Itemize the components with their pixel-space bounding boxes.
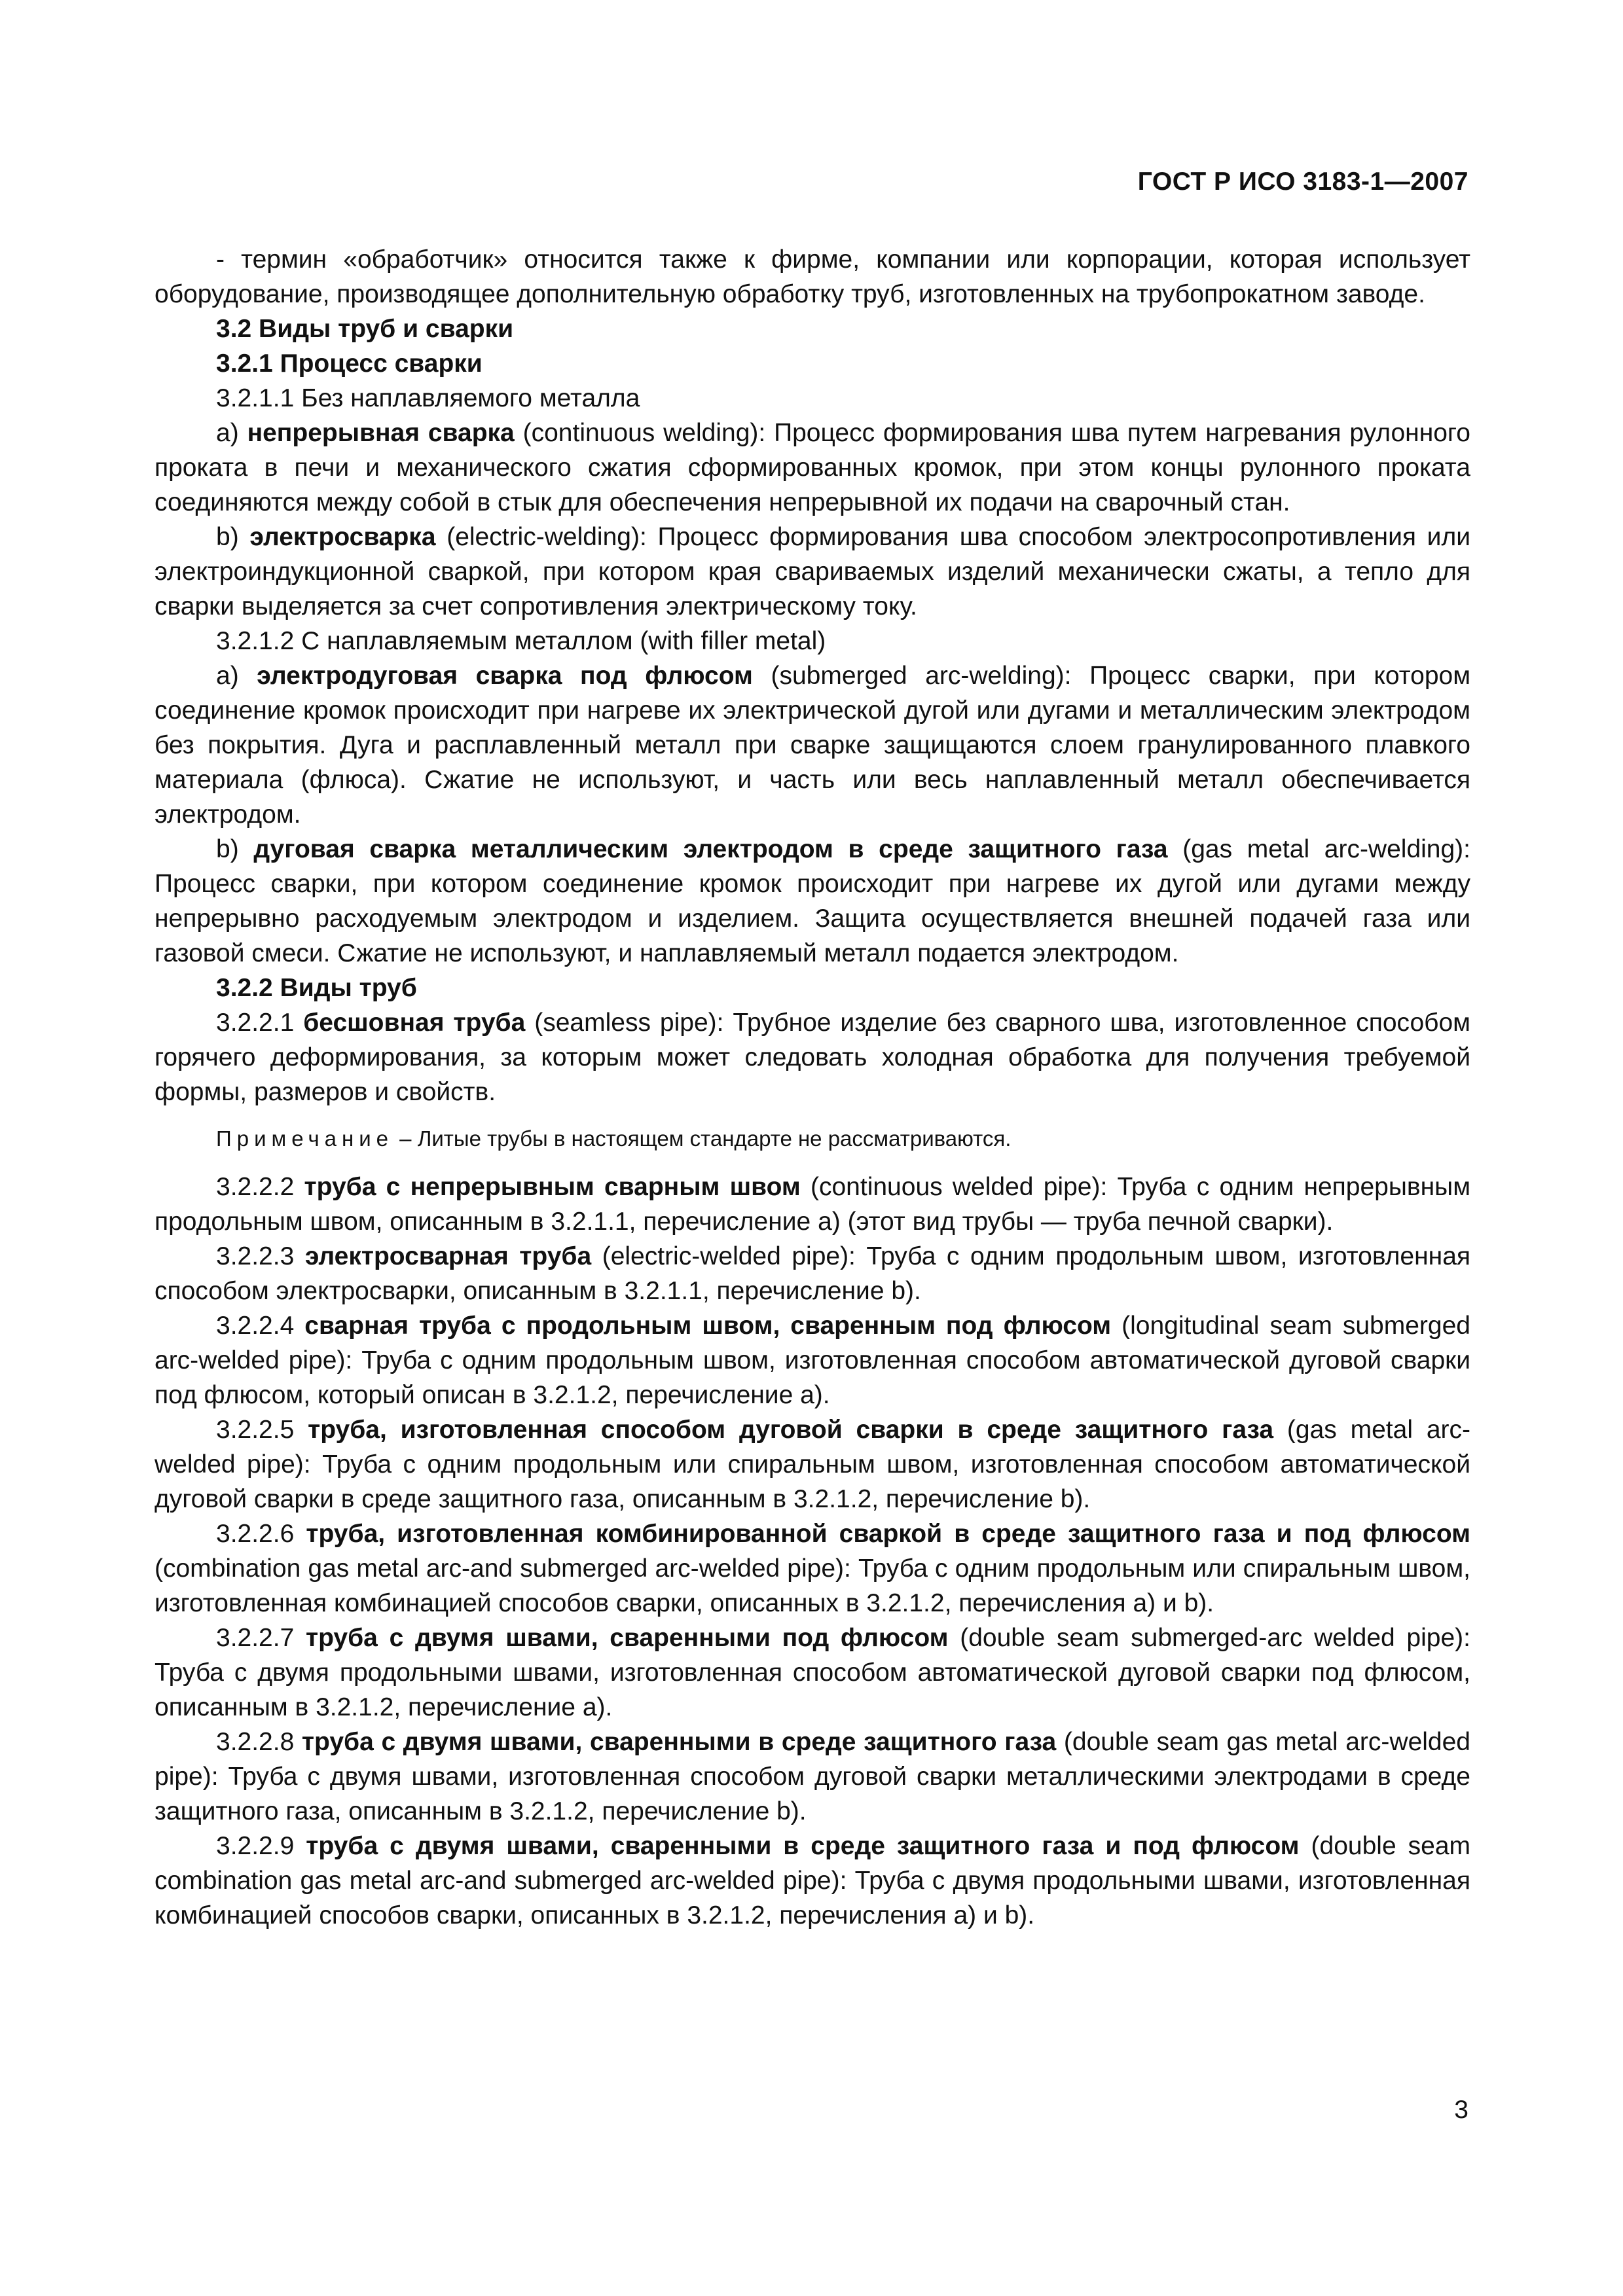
term-double-seam-combination-pipe: труба с двумя швами, сваренными в среде защитного газа и под флюсом [306, 1832, 1300, 1860]
term-double-seam-submerged-pipe: труба с двумя швами, сваренными под флюсом [305, 1624, 949, 1652]
page-number: 3 [1454, 2096, 1468, 2124]
term-seamless-pipe: бесшовная труба [303, 1009, 526, 1037]
item-seamless-pipe: 3.2.2.1 бесшовная труба (seamless pipe): Трубное изделие без сварного шва, изготовленное способом горячего деформирования, за которым может следовать холодная обработка для получения требуемой формы, размеров и свойств. [155, 1009, 1470, 1106]
term-longitudinal-seam-pipe: сварная труба с продольным швом, сваренным под флюсом [304, 1312, 1112, 1340]
item-double-seam-submerged-pipe: 3.2.2.7 труба с двумя швами, сваренными под флюсом (double seam submerged-arc welded pipe): Труба с двумя продольными швами, изготовленная способом автоматической дуговой сварки под флюсом, описанным в 3.2.1.2, перечисление а). [155, 1624, 1470, 1721]
term-submerged-arc-welding: электродуговая сварка под флюсом [257, 662, 753, 690]
item-continuous-welding: а) непрерывная сварка (continuous welding): Процесс формирования шва путем нагревания рулонного проката в печи и механического сжатия сформированных кромок, при этом концы рулонного проката соединяются между собой в стык для обеспечения непрерывной их подачи на сварочный стан. [155, 419, 1470, 516]
item-double-seam-gas-metal-pipe: 3.2.2.8 труба с двумя швами, сваренными в среде защитного газа (double seam gas metal arc-welded pipe): Труба с двумя швами, изготовленная способом дуговой сварки металлическими электродами в среде защитного газа, описанным в 3.2.1.2, перечисление b). [155, 1728, 1470, 1825]
note-text: – Литые трубы в настоящем стандарте не рассматриваются. [393, 1126, 1012, 1151]
term-continuous-welded-pipe: труба с непрерывным сварным швом [304, 1173, 801, 1201]
term-double-seam-gas-metal-pipe: труба с двумя швами, сваренными в среде защитного газа [301, 1728, 1057, 1756]
item-double-seam-combination-pipe: 3.2.2.9 труба с двумя швами, сваренными в среде защитного газа и под флюсом (double seam combination gas metal arc-and submerged arc-welded pipe): Труба с двумя продольными швами, изготовленная комбинацией способов сварки, описанных в 3.2.1.2, перечисления а) и b). [155, 1832, 1470, 1929]
section-heading-3-2-1: 3.2.1 Процесс сварки [216, 350, 483, 378]
item-submerged-arc-welding: а) электродуговая сварка под флюсом (submerged arc-welding): Процесс сварки, при котором соединение кромок происходит при нагреве их электрической дугой или дугами и металлическим электродом без покрытия. Дуга и расплавленный металл при сварке защищаются слоем гранулированного плавкого материала (флюса). Сжатие не используют, и часть или весь наплавленный металл обеспечивается электродом. [155, 662, 1471, 829]
term-gas-metal-arc-welded-pipe: труба, изготовленная способом дуговой сварки в среде защитного газа [308, 1416, 1274, 1444]
section-heading-3-2-2: 3.2.2 Виды труб [216, 974, 417, 1002]
item-gas-metal-arc-welded-pipe: 3.2.2.5 труба, изготовленная способом дуговой сварки в среде защитного газа (gas metal arc-welded pipe): Труба с одним продольным или спиральным швом, изготовленная способом автоматической дуговой сварки в среде защитного газа, описанным в 3.2.1.2, перечисление b). [155, 1416, 1470, 1513]
item-electric-welded-pipe: 3.2.2.3 электросварная труба (electric-welded pipe): Труба с одним продольным швом, изготовленная способом электросварки, описанным в 3.2.1.1, перечисление b). [155, 1242, 1471, 1305]
item-gas-metal-arc-welding: b) дуговая сварка металлическим электродом в среде защитного газа (gas metal arc-welding): Процесс сварки, при котором соединение кромок происходит при нагреве их дугой или дугами между непрерывно расходуемым электродом и изделием. Защита осуществляется внешней подачей газа или газовой смеси. Сжатие не используют, и наплавляемый металл подается электродом. [155, 835, 1471, 967]
term-electric-welded-pipe: электросварная труба [304, 1242, 592, 1270]
subsection-3-2-1-1: 3.2.1.1 Без наплавляемого металла [216, 384, 640, 412]
document-body [155, 242, 1470, 1933]
term-continuous-welding: непрерывная сварка [247, 419, 515, 447]
term-electric-welding: электросварка [249, 523, 436, 551]
note [155, 1124, 1470, 1154]
item-longitudinal-seam-pipe: 3.2.2.4 сварная труба с продольным швом, сваренным под флюсом (longitudinal seam submerged arc-welded pipe): Труба с одним продольным швом, изготовленная способом автоматической дуговой сварки под флюсом, который описан в 3.2.1.2, перечисление а). [155, 1312, 1470, 1409]
term-combination-welded-pipe: труба, изготовленная комбинированной сваркой в среде защитного газа и под флюсом [306, 1520, 1471, 1548]
paragraph-processor-term: - термин «обработчик» относится также к фирме, компании или корпорации, которая использует оборудование, производящее дополнительную обработку труб, изготовленных на трубопрокатном заводе. [155, 245, 1470, 308]
standard-header: ГОСТ Р ИСО 3183-1—2007 [1137, 168, 1468, 196]
note-label: Примечание [216, 1126, 394, 1151]
section-heading-3-2: 3.2 Виды труб и сварки [216, 315, 514, 343]
subsection-3-2-1-2: 3.2.1.2 С наплавляемым металлом (with filler metal) [216, 627, 826, 655]
item-electric-welding: b) электросварка (electric-welding): Процесс формирования шва способом электросопротивления или электроиндукционной сваркой, при котором края свариваемых изделий механически сжаты, а тепло для сварки выделяется за счет сопротивления электрическому току. [155, 523, 1470, 620]
item-combination-welded-pipe: 3.2.2.6 труба, изготовленная комбинированной сваркой в среде защитного газа и под флюсом (combination gas metal arc-and submerged arc-welded pipe): Труба с одним продольным или спиральным швом, изготовленная комбинацией способов сварки, описанных в 3.2.1.2, перечисления а) и b). [155, 1520, 1471, 1617]
item-continuous-welded-pipe: 3.2.2.2 труба с непрерывным сварным швом (continuous welded pipe): Труба с одним непрерывным продольным швом, описанным в 3.2.1.1, перечисление а) (этот вид трубы — труба печной сварки). [155, 1173, 1471, 1236]
term-gas-metal-arc-welding: дуговая сварка металлическим электродом в среде защитного газа [253, 835, 1168, 863]
